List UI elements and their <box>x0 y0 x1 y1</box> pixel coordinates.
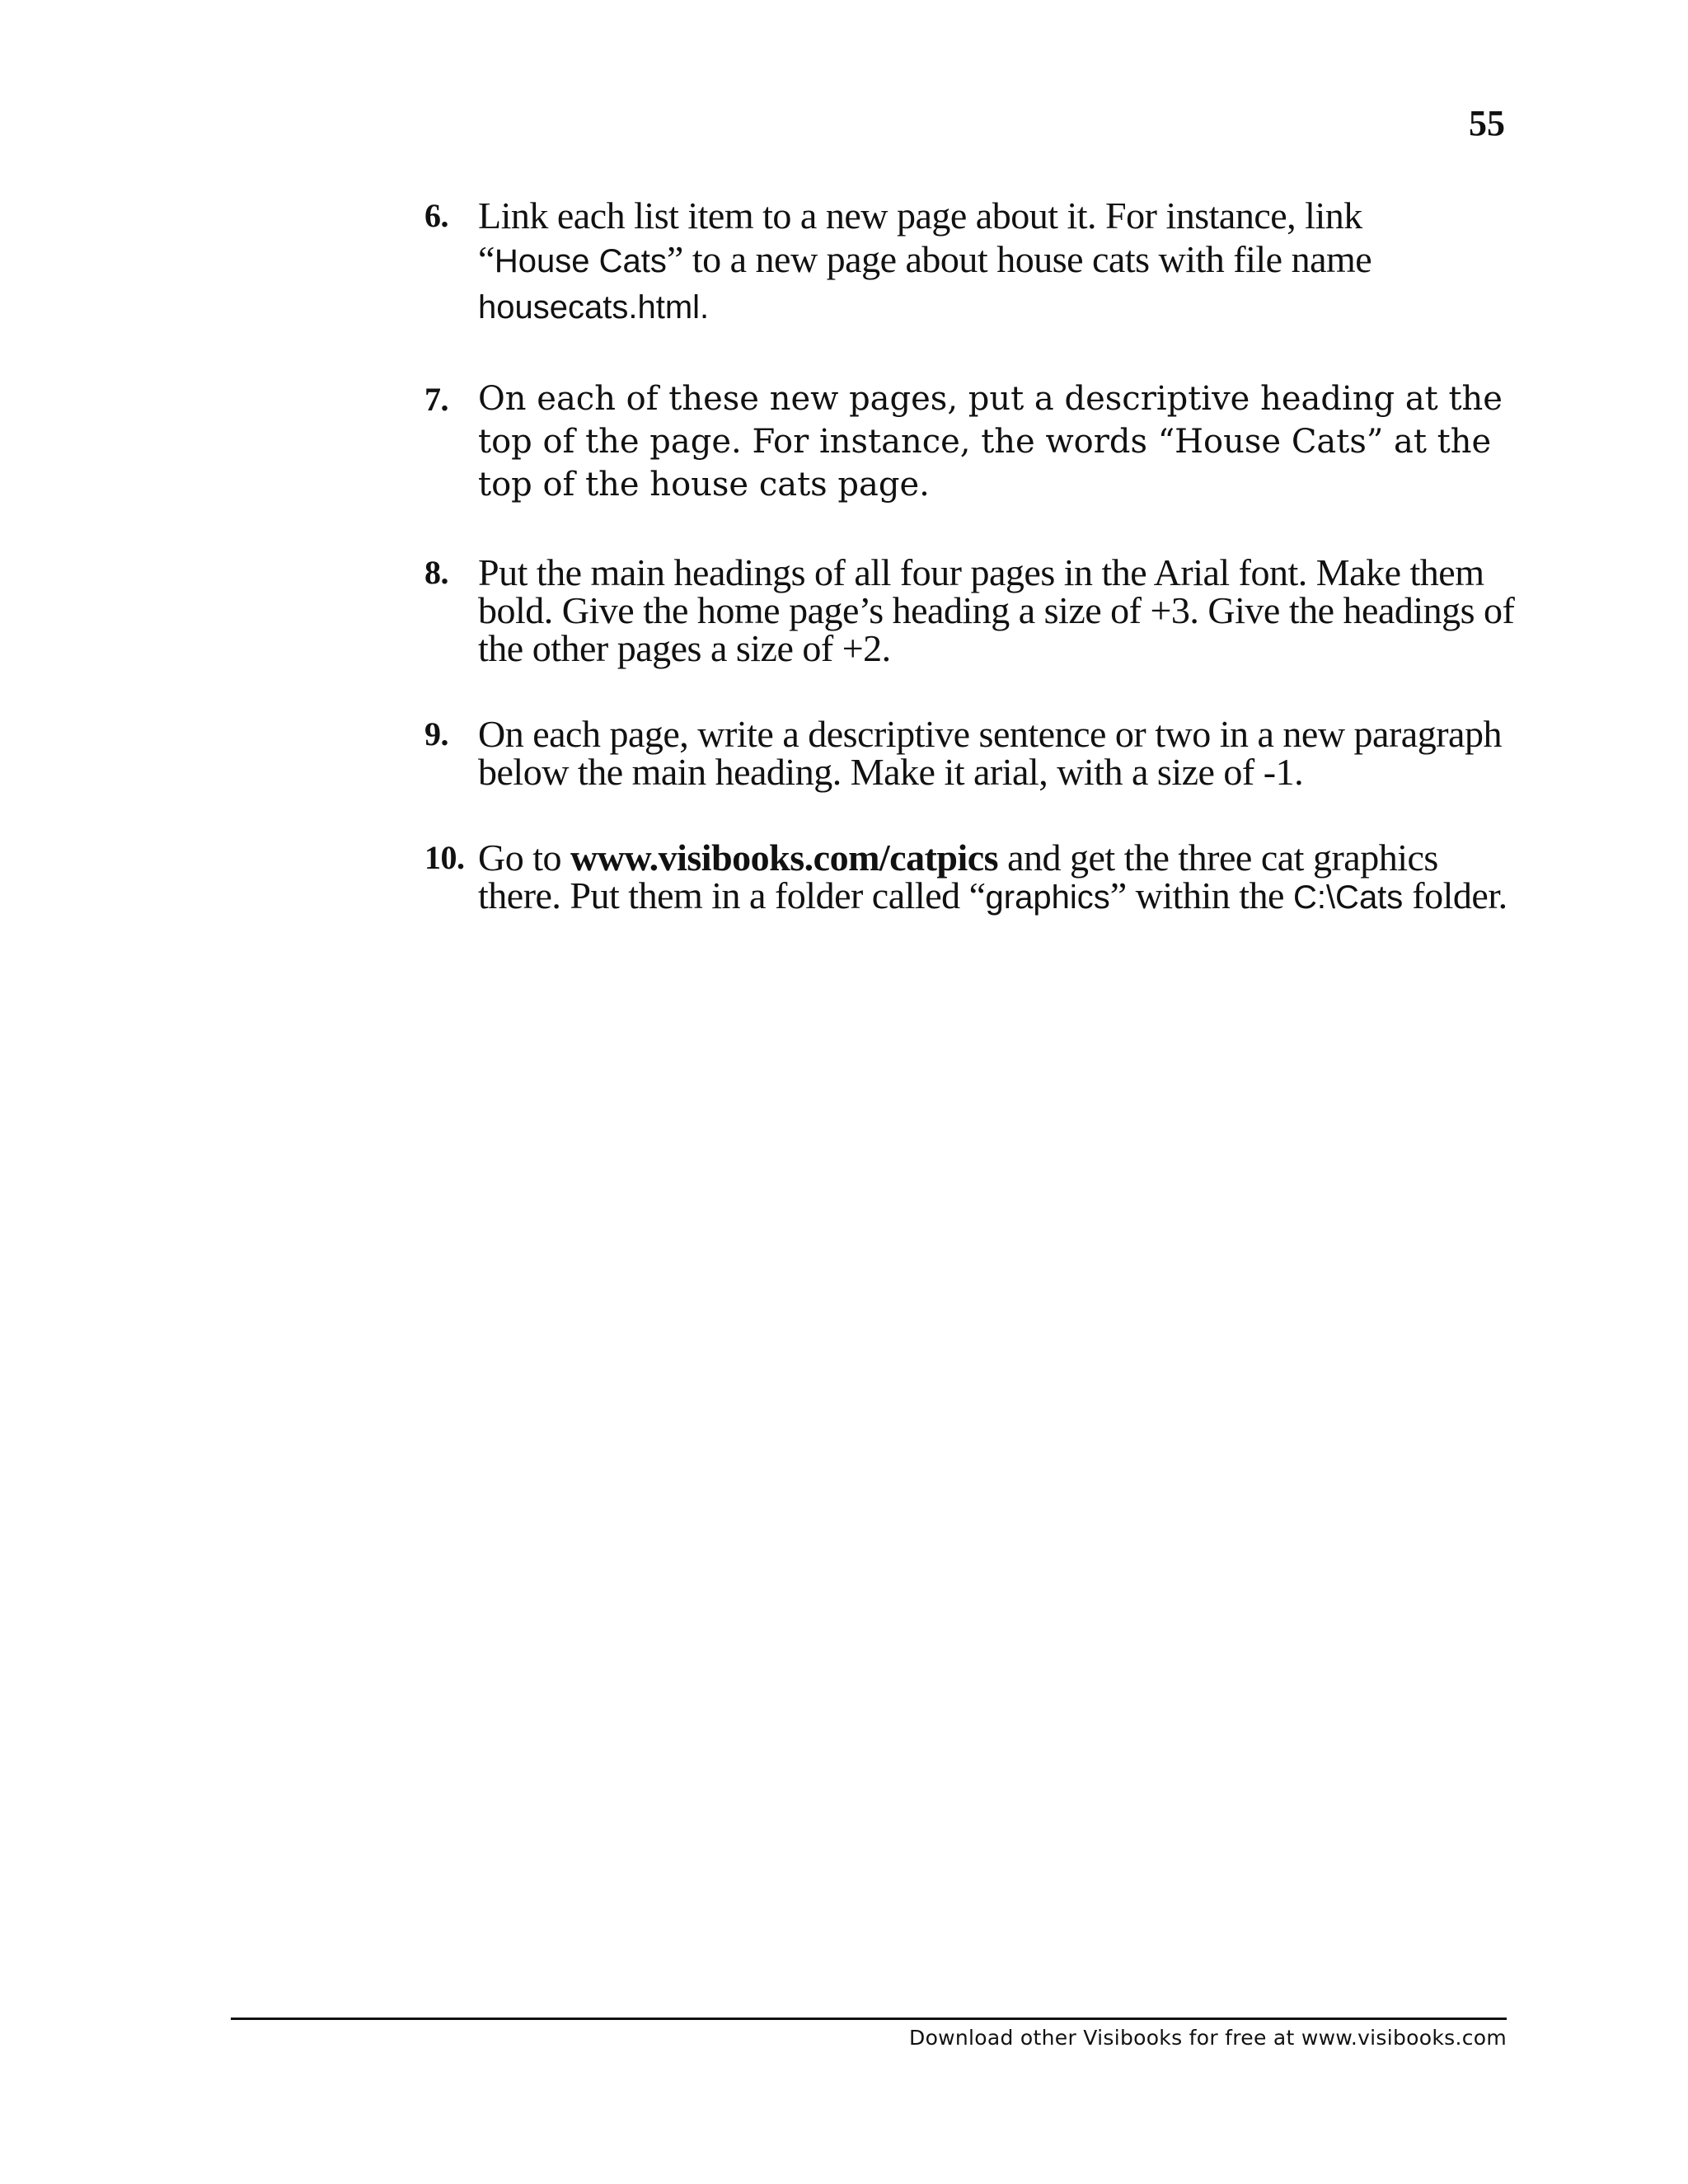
instruction-list <box>424 194 1529 964</box>
text-segment: and get the three cat graphics there. Put them in a folder called “ <box>478 837 1438 916</box>
page-number: 55 <box>1469 103 1505 143</box>
text-segment: Link each list item to a new page about it. For instance, link <box>478 194 1362 237</box>
text-segment: . <box>700 289 710 326</box>
step-text <box>478 194 1529 330</box>
step-6 <box>424 194 1529 330</box>
footer-rule <box>231 2018 1507 2020</box>
footer-text: Download other Visibooks for free at www.visibooks.com <box>909 2026 1507 2050</box>
step-9 <box>424 715 1529 791</box>
step-text: On each of these new pages, put a descriptive heading at the top of the page. For instance, the words “House Cats” at the top of the house cats page. <box>478 380 1503 504</box>
code-graphics: graphics <box>985 879 1110 916</box>
text-segment: Go to <box>478 837 570 879</box>
step-8 <box>424 551 1529 669</box>
step-number: 9. <box>424 715 448 752</box>
code-cats-folder: C:\Cats <box>1292 879 1404 916</box>
step-text: On each page, write a descriptive sentence or two in a new paragraph below the main heading. Make it arial, with a size of -1. <box>478 713 1502 793</box>
code-house-cats: House Cats <box>494 243 667 279</box>
text-segment: “ <box>478 238 495 280</box>
step-text <box>478 839 1529 916</box>
step-number: 8. <box>424 554 448 591</box>
step-10 <box>424 839 1529 916</box>
step-text: Put the main headings of all four pages in the Arial font. Make them bold. Give the home page’s heading a size of +3. Give the headings of the other pages a size of +2. <box>478 551 1515 669</box>
text-segment: folder. <box>1403 874 1507 916</box>
step-7 <box>424 377 1529 506</box>
url-catpics: www.visibooks.com/catpics <box>570 837 999 879</box>
text-segment: ” to a new page about house cats with file name <box>666 238 1372 280</box>
code-filename: housecats.html <box>478 289 701 326</box>
step-number: 10. <box>424 839 465 876</box>
step-number: 6. <box>424 197 448 234</box>
step-number: 7. <box>424 381 448 418</box>
text-segment: ” within the <box>1109 874 1293 916</box>
